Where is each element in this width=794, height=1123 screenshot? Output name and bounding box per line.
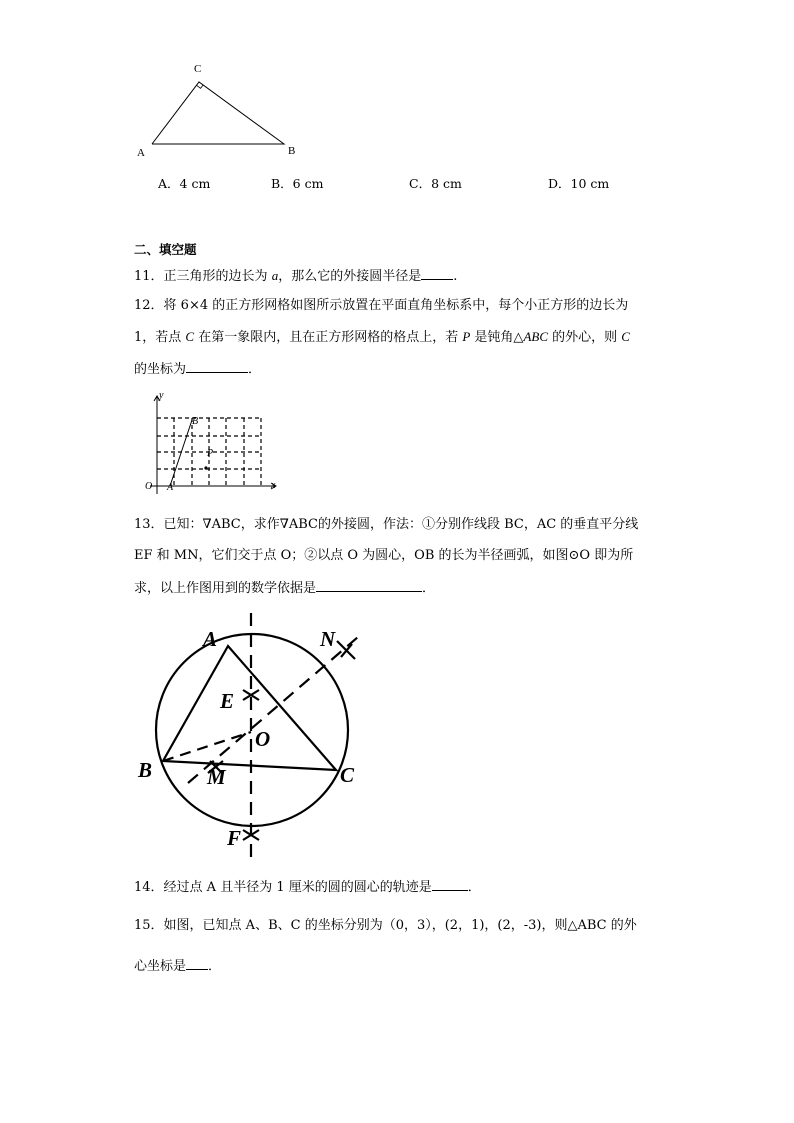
q10-option-b: B．6 cm [271,176,324,191]
question-15-line1: 15．如图，已知点 A、B、C 的坐标分别为（0，3），(2，1)，(2，-3)，则△ABC 的外 [134,918,637,933]
question-15-line2 [134,957,221,975]
question-13-line1: 13．已知：∇ABC，求作∇ABC的外接圆，作法：①分别作线段 BC，AC 的垂直平分线 [134,517,639,532]
fig2-label-b: B [192,416,199,427]
q12-var-p: P [462,329,471,344]
q12-text: 是钝角△ [470,330,524,345]
q13-blank [316,579,422,592]
q12-var-abc: ABC [523,329,548,344]
triangle-figure [130,60,310,165]
q14-text: ． [467,880,481,895]
fig2-label-y: y [159,390,164,401]
q12-var-c: C [621,329,630,344]
bisector-mn [188,637,358,783]
q15-blank [186,957,208,970]
q15-text: ． [208,959,222,974]
fig3-label-b: B [138,758,153,782]
q11-pre: 11．正三角形的边长为 [134,269,272,284]
fig1-label-b: B [288,145,296,157]
fig1-label-c: C [194,63,202,75]
fig3-label-c: C [340,763,355,787]
q12-text: ． [248,362,262,377]
q11-post: ，那么它的外接圆半径是 [278,269,422,284]
q10-option-a: A．4 cm [158,176,211,191]
fig2-label-a: A [167,482,174,493]
fig1-label-a: A [137,147,145,159]
fig3-label-a: A [203,627,218,651]
triangle-outline [152,82,284,144]
grid-figure [140,388,285,500]
fig3-label-o: O [255,727,271,751]
q14-blank [432,878,468,891]
q12-blank [186,360,248,373]
question-12-line3 [134,360,261,378]
q11-blank [421,267,453,280]
q12-text: 1，若点 [134,330,186,345]
q14-text: 14．经过点 A 且半径为 1 厘米的圆的圆心的轨迹是 [134,880,432,895]
q12-text: 的坐标为 [134,362,187,377]
arc-marks [208,641,355,840]
segment-ab [170,420,192,486]
q11-end: . [453,269,458,284]
q11-var: a [271,268,279,283]
fig3-label-f: F [227,826,242,850]
fig3-label-m: M [207,765,226,789]
q12-text: 的外心，则 [548,330,622,345]
q12-text: 在第一象限内，且在正方形网格的格点上，若 [194,330,463,345]
fig2-label-o: O [145,481,153,492]
point-p [204,466,207,469]
fig2-label-x: x [271,480,276,491]
question-13-line3 [134,579,435,597]
q13-text: 求，以上作图用到的数学依据是 [134,581,317,596]
section-title: 二、填空题 [134,242,197,257]
question-11 [134,267,457,285]
right-angle-mark [197,85,204,88]
question-12-line1: 12．将 6×4 的正方形网格如图所示放置在平面直角坐标系中，每个小正方形的边长为 [134,298,629,313]
fig3-label-n: N [320,627,336,651]
q10-option-d: D．10 cm [548,176,610,191]
question-13-line2: EF 和 MN，它们交于点 O；②以点 O 为圆心，OB 的长为半径画弧，如图⊙O 即为所 [134,548,634,563]
question-14 [134,878,481,896]
fig2-label-p: P [207,448,214,459]
q15-text: 心坐标是 [134,959,187,974]
q12-var-c: C [185,329,195,344]
fig3-label-e: E [220,689,235,713]
q10-option-c: C．8 cm [409,176,462,191]
q13-text: ． [422,581,436,596]
question-12-line2 [134,329,630,346]
